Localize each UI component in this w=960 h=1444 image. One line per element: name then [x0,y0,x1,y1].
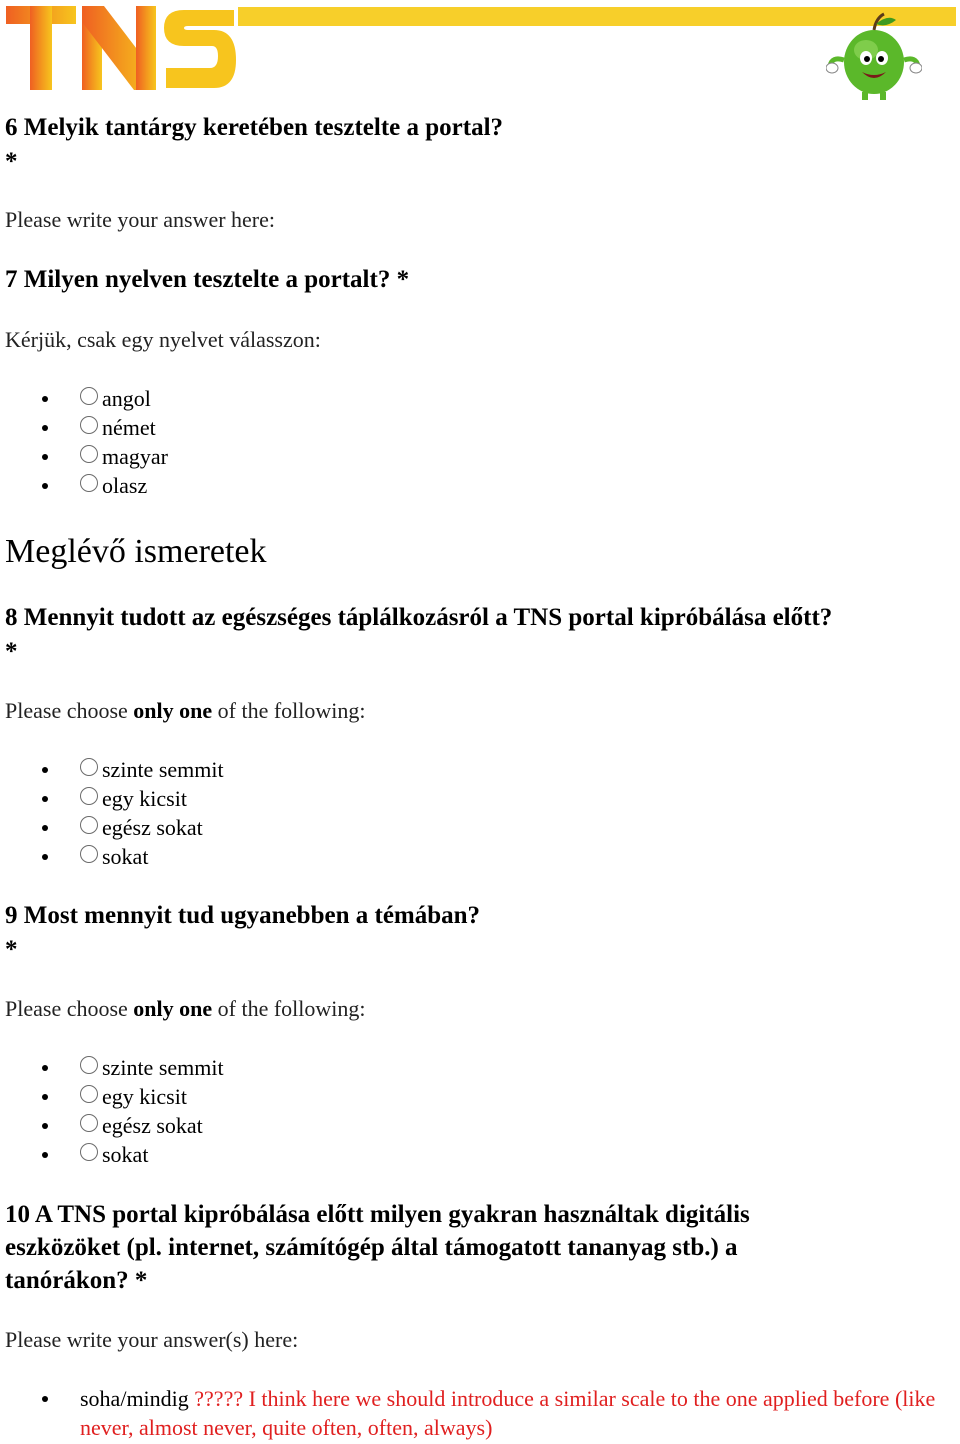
required-marker: * [5,148,18,175]
option-label: egy kicsit [102,1084,187,1109]
question-10-help: Please write your answer(s) here: [5,1327,299,1352]
question-8-help [5,697,366,725]
question-9-title: 9 Most mennyit tud ugyanebben a témában? [5,902,481,929]
radio-button[interactable] [80,1056,98,1074]
option-label: egy kicsit [102,786,187,811]
bullet [42,1396,48,1402]
radio-button[interactable] [80,1143,98,1161]
radio-button[interactable] [80,787,98,805]
answer-text: soha/mindig [80,1386,195,1411]
question-7-title: 7 Milyen nyelven tesztelte a portalt? * [5,266,410,293]
answer-text-block [80,1384,950,1442]
bullet [42,1152,48,1158]
radio-button[interactable] [80,816,98,834]
option-label: sokat [102,1142,149,1167]
help-emphasis: only one [133,698,213,723]
bullet [42,825,48,831]
bullet [42,425,48,431]
bullet [42,1065,48,1071]
required-marker: * [5,936,18,963]
question-6-title: 6 Melyik tantárgy keretében tesztelte a portal? [5,114,504,141]
bullet [42,454,48,460]
option-label: egész sokat [102,815,203,840]
bullet [42,1123,48,1129]
radio-button[interactable] [80,1114,98,1132]
help-emphasis: only one [133,996,213,1021]
option-label: sokat [102,844,149,869]
required-marker: * [5,638,18,665]
radio-button[interactable] [80,387,98,405]
help-text: of the following: [212,698,366,723]
radio-button[interactable] [80,845,98,863]
help-text: Please choose [5,996,134,1021]
bullet [42,854,48,860]
bullet [42,796,48,802]
question-8-title: 8 Mennyit tudott az egészséges táplálkozásról a TNS portal kipróbálása előtt? [5,604,833,631]
question-10-title-line-1: 10 A TNS portal kipróbálása előtt milyen gyakran használtak digitális [5,1201,750,1228]
option-label: szinte semmit [102,757,224,782]
bullet [42,483,48,489]
question-6-help: Please write your answer here: [5,207,276,232]
reviewer-comment: ????? I think here we should introduce a similar scale to the one applied before (like never, almost never, quite often, often, always) [80,1386,936,1440]
option-label: magyar [102,444,168,469]
radio-button[interactable] [80,1085,98,1103]
option-label: egész sokat [102,1113,203,1138]
bullet [42,1094,48,1100]
option-label: olasz [102,473,148,498]
question-10-title-line-2: eszközöket (pl. internet, számítógép által támogatott tananyag stb.) a [5,1234,738,1261]
radio-button[interactable] [80,445,98,463]
help-text: Please choose [5,698,134,723]
header [0,0,960,104]
apple-mascot-icon [826,10,922,102]
radio-button[interactable] [80,474,98,492]
question-9-help [5,995,366,1023]
section-title: Meglévő ismeretek [5,533,267,570]
bullet [42,396,48,402]
help-text: of the following: [212,996,366,1021]
tns-logo [6,4,236,94]
option-label: szinte semmit [102,1055,224,1080]
question-10-title-line-3: tanórákon? * [5,1267,148,1294]
option-label: német [102,415,156,440]
question-7-help: Kérjük, csak egy nyelvet válasszon: [5,327,321,352]
radio-button[interactable] [80,416,98,434]
radio-button[interactable] [80,758,98,776]
option-label: angol [102,386,151,411]
bullet [42,767,48,773]
